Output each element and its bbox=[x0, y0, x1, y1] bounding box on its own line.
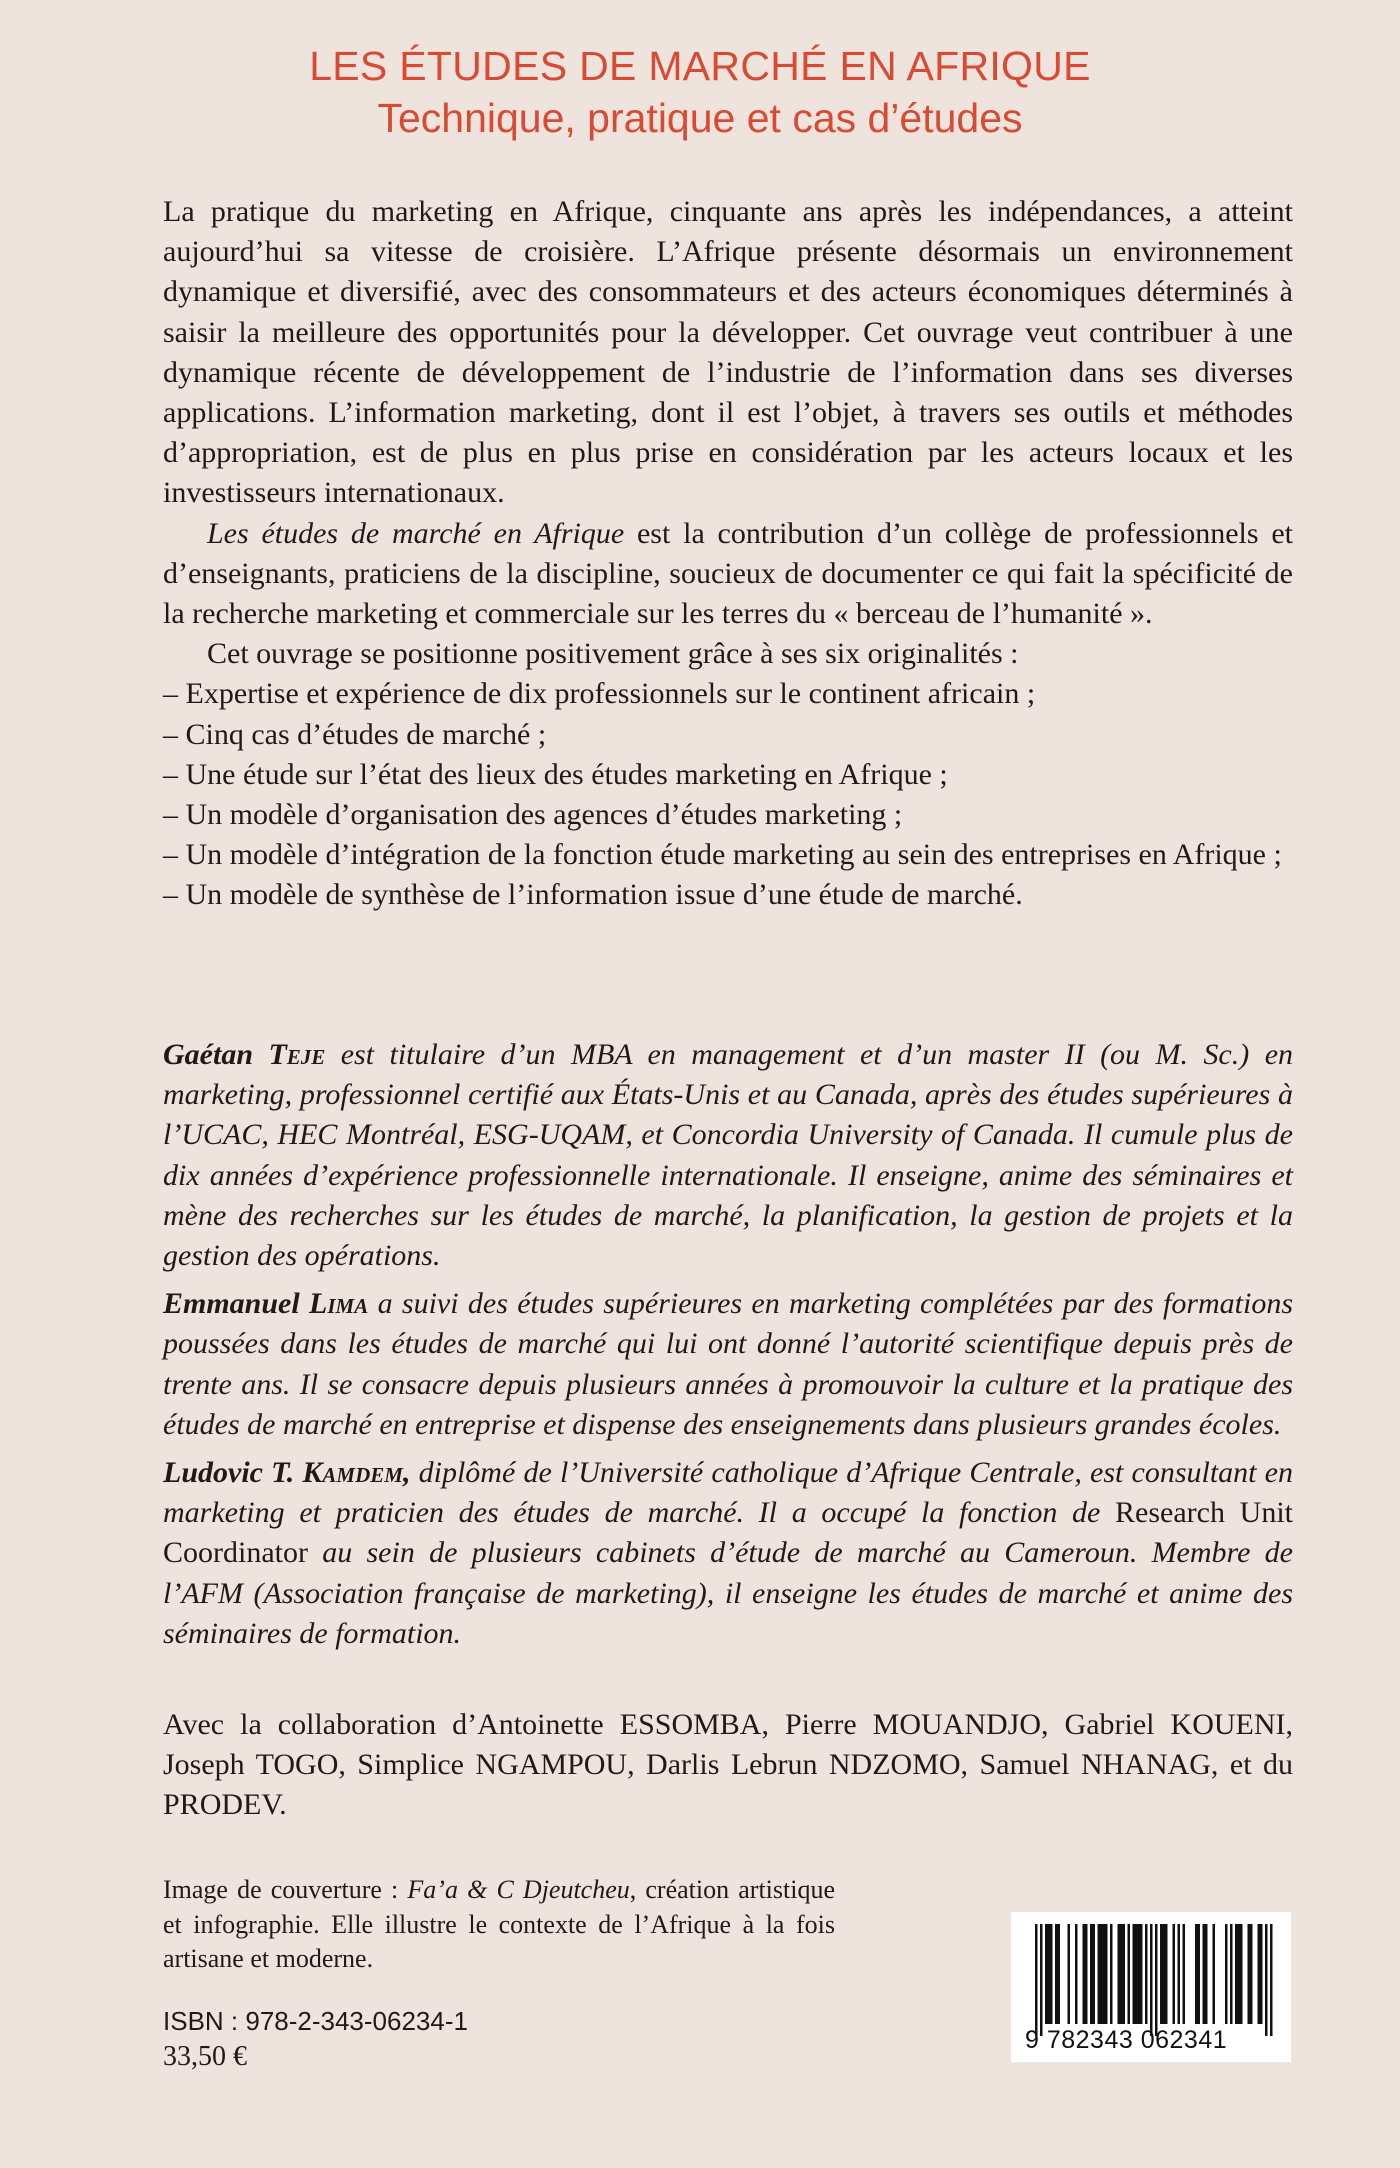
barcode-bar bbox=[1163, 1924, 1166, 2024]
cover-credit bbox=[163, 1873, 835, 1977]
list-item: – Un modèle de synthèse de l’information issue d’une étude de marché. bbox=[163, 878, 1023, 912]
barcode-bar bbox=[1100, 1924, 1103, 2024]
barcode-bar bbox=[1098, 1924, 1101, 2024]
author-name-kamdem bbox=[163, 1456, 410, 1489]
bio-text: est titulaire d’un MBA en management et d’un master II (ou M. Sc.) en marketing, professionnel certifié aux États-Unis et au Canada, après des études supérieures à l’UCAC, HEC Montréal, ESG-UQAM, et Concordia University of Canada. Il cumule plus de dix années d’expérience professionnelle internationale. Il enseigne, anime des séminaires et mène des recherches sur les études de marché, la planification, la gestion de projets et la gestion des opérations. bbox=[163, 1038, 1294, 1273]
barcode-bar bbox=[1058, 1924, 1061, 2024]
barcode-bar bbox=[1198, 1924, 1201, 2024]
author-last-name: Teje bbox=[268, 1038, 326, 1071]
list-item: – Un modèle d’organisation des agences d’études marketing ; bbox=[163, 798, 903, 832]
barcode-bar bbox=[1045, 1924, 1048, 2024]
barcode-bar bbox=[1140, 1924, 1143, 2024]
barcode-bar bbox=[1258, 1924, 1261, 2024]
barcode-bar bbox=[1203, 1924, 1206, 2024]
author-first-name: Gaétan bbox=[163, 1038, 269, 1071]
barcode-bar bbox=[1138, 1924, 1141, 2024]
author-last-name: Kamdem, bbox=[302, 1456, 411, 1490]
barcode-bar bbox=[1093, 1924, 1096, 2024]
credit-artist: Fa’a & C Djeutcheu bbox=[407, 1875, 630, 1904]
barcode-bar bbox=[1103, 1924, 1106, 2024]
isbn: ISBN : 978-2-343-06234-1 bbox=[163, 2006, 468, 2036]
bio-kamdem bbox=[163, 1453, 1293, 1654]
barcode-bar bbox=[1075, 1924, 1078, 2024]
barcode-bar bbox=[1040, 1924, 1043, 2036]
bio-teje bbox=[163, 1035, 1293, 1276]
barcode-bar bbox=[1195, 1924, 1198, 2024]
barcode-bar bbox=[1183, 1924, 1186, 2024]
barcode-bar bbox=[1270, 1924, 1273, 2036]
list-item: – Expertise et expérience de dix professionnels sur le continent africain ; bbox=[163, 677, 1036, 711]
barcode-bar bbox=[1145, 1924, 1148, 2024]
title-line-1: LES ÉTUDES DE MARCHÉ EN AFRIQUE bbox=[309, 43, 1091, 89]
list-item: – Une étude sur l’état des lieux des études marketing en Afrique ; bbox=[163, 757, 948, 791]
bio-text: diplômé de l’Université catholique d’Afrique Centrale, est consultant en marketing et praticien des études de marché. Il a occupé la fonction de bbox=[163, 1456, 1294, 1530]
barcode-bar bbox=[1235, 1924, 1238, 2024]
intro-paragraph-1: La pratique du marketing en Afrique, cinquante ans après les indépendances, a atteint aujourd’hui sa vitesse de croisière. L’Afrique présente désormais un environnement dynamique et diversifié, avec des consommateurs et des acteurs économiques déterminés à saisir la meilleure des opportunités pour la développer. Cet ouvrage veut contribuer à une dynamique récente de développement de l’industrie de l’information dans ses diverses applications. L’information marketing, dont il est l’objet, à travers ses outils et méthodes d’appropriation, est de plus en plus prise en considération par les acteurs locaux et les investisseurs internationaux. bbox=[163, 195, 1293, 510]
barcode-bar bbox=[1050, 1924, 1053, 2024]
book-title bbox=[0, 40, 1400, 144]
barcode-bar bbox=[1120, 1924, 1123, 2024]
collaborators: Avec la collaboration d’Antoinette ESSOMBA, Pierre MOUANDJO, Gabriel KOUENI, Joseph TOGO, Simplice NGAMPOU, Darlis Lebrun NDZOMO, Samuel NHANAG, et du PRODEV. bbox=[163, 1708, 1293, 1822]
barcode-bar bbox=[1048, 1924, 1051, 2024]
author-bios bbox=[163, 1035, 1293, 1662]
barcode-bar bbox=[1260, 1924, 1263, 2024]
barcode-bar bbox=[1265, 1924, 1268, 2036]
barcode-bar bbox=[1085, 1924, 1088, 2024]
barcode-bar bbox=[1105, 1924, 1108, 2024]
barcode-bar bbox=[1213, 1924, 1216, 2024]
barcode-bar bbox=[1225, 1924, 1228, 2024]
barcode-bar bbox=[1178, 1924, 1181, 2024]
author-first-name: Ludovic T. bbox=[163, 1456, 303, 1490]
barcode-bar bbox=[1083, 1924, 1086, 2024]
price: 33,50 € bbox=[163, 2041, 247, 2072]
barcode-bar bbox=[1035, 1924, 1038, 2036]
barcode-bar bbox=[1248, 1924, 1251, 2024]
title-subtitle: Technique, pratique et cas d’études bbox=[377, 95, 1023, 141]
bio-text: au sein de plusieurs cabinets d’étude de marché au Cameroun. Membre de l’AFM (Association française de marketing), il enseigne les études de marché et anime des séminaires de formation. bbox=[163, 1536, 1293, 1650]
barcode-bar bbox=[1250, 1924, 1253, 2024]
barcode-bar bbox=[1118, 1924, 1121, 2024]
barcode-bar bbox=[1068, 1924, 1071, 2024]
barcode-digits: 9 782343 062341 bbox=[1025, 2026, 1228, 2054]
barcode-bar bbox=[1238, 1924, 1241, 2024]
list-item: – Un modèle d’intégration de la fonction étude marketing au sein des entreprises en Afrique ; bbox=[163, 838, 1282, 872]
author-name-lima bbox=[163, 1287, 368, 1320]
barcode-bar bbox=[1135, 1924, 1138, 2024]
barcode-bar bbox=[1123, 1924, 1126, 2024]
barcode-bar bbox=[1055, 1924, 1058, 2024]
author-name-teje bbox=[163, 1038, 325, 1071]
book-title-italic: Les études de marché en Afrique bbox=[207, 516, 625, 550]
intro-text bbox=[163, 192, 1293, 916]
bio-role: Research Unit Coordinator bbox=[163, 1496, 1293, 1570]
barcode-bar bbox=[1173, 1924, 1176, 2024]
barcode-bar bbox=[1160, 1924, 1163, 2024]
barcode-bar bbox=[1128, 1924, 1131, 2024]
barcode-bar bbox=[1090, 1924, 1093, 2024]
barcode-bar bbox=[1150, 1924, 1153, 2036]
credit-prefix: Image de couverture : bbox=[163, 1875, 408, 1904]
barcode-bar bbox=[1230, 1924, 1233, 2024]
barcode-bar bbox=[1240, 1924, 1243, 2024]
credit-suffix: , création artistique et infographie. Elle illustre le contexte de l’Afrique à la fois artisane et moderne. bbox=[163, 1875, 836, 1973]
barcode-bar bbox=[1165, 1924, 1168, 2024]
intro-paragraph-3: Cet ouvrage se positionne positivement grâce à ses six originalités : bbox=[207, 637, 1019, 671]
barcode-bar bbox=[1133, 1924, 1136, 2024]
intro-paragraph-2-text: est la contribution d’un collège de professionnels et d’enseignants, praticiens de la discipline, soucieux de documenter ce qui fait la spécificité de la recherche marketing et commerciale sur les terres du « berceau de l’humanité ». bbox=[163, 516, 1294, 631]
bio-text: a suivi des études supérieures en marketing complétées par des formations poussées dans les études de marché qui lui ont donné l’autorité scientifique depuis près de trente ans. Il se consacre depuis plusieurs années à promouvoir la culture et la pratique des études de marché en entreprise et dispense des enseignements dans plusieurs grandes écoles. bbox=[163, 1287, 1293, 1441]
barcode-bar bbox=[1155, 1924, 1158, 2036]
intro-paragraph-2 bbox=[163, 514, 1293, 635]
barcode-bar bbox=[1205, 1924, 1208, 2024]
bio-lima bbox=[163, 1284, 1293, 1445]
list-item: – Cinq cas d’études de marché ; bbox=[163, 717, 547, 751]
author-last-name: Lima bbox=[309, 1287, 369, 1321]
originalities-list bbox=[163, 674, 1293, 915]
author-first-name: Emmanuel bbox=[163, 1287, 310, 1321]
barcode bbox=[1011, 1912, 1291, 2062]
barcode-bar bbox=[1110, 1924, 1113, 2024]
